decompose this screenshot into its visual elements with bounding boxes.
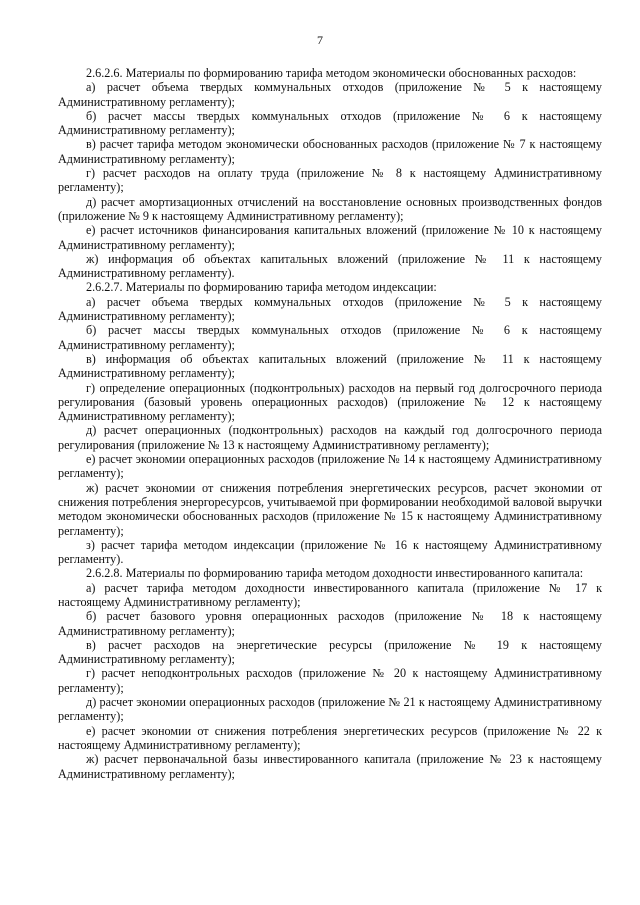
list-item: г) определение операционных (подконтрольных) расходов на первый год долгосрочного периода регулирования (базовый уровень операционных расходов) (приложение № 12 к настоящему Административному регламенту);: [58, 380, 602, 424]
document-body: [58, 66, 602, 781]
list-item: е) расчет экономии от снижения потребления энергетических ресурсов (приложение № 22 к настоящему Административному регламенту);: [58, 723, 602, 752]
list-item: д) расчет амортизационных отчислений на восстановление основных производственных фондов (приложение № 9 к настоящему Административному регламенту);: [58, 194, 602, 223]
list-item: б) расчет массы твердых коммунальных отходов (приложение № 6 к настоящему Административному регламенту);: [58, 108, 602, 138]
list-item: в) расчет расходов на энергетические ресурсы (приложение № 19 к настоящему Административному регламенту);: [58, 637, 602, 667]
list-item: б) расчет массы твердых коммунальных отходов (приложение № 6 к настоящему Административному регламенту);: [58, 323, 602, 352]
list-item: ж) расчет первоначальной базы инвестированного капитала (приложение № 23 к настоящему Административному регламенту);: [58, 752, 602, 781]
list-item: в) расчет тарифа методом экономически обоснованных расходов (приложение № 7 к настоящему Административному регламенту);: [58, 137, 602, 166]
section-heading-2-6-2-8: 2.6.2.8. Материалы по формированию тарифа методом доходности инвестированного капитала:: [86, 566, 584, 581]
list-item: з) расчет тарифа методом индексации (приложение № 16 к настоящему Административному регламенту).: [58, 537, 602, 567]
list-item: а) расчет объема твердых коммунальных отходов (приложение № 5 к настоящему Административному регламенту);: [58, 294, 602, 324]
list-item: б) расчет базового уровня операционных расходов (приложение № 18 к настоящему Административному регламенту);: [58, 609, 602, 638]
list-item: ж) расчет экономии от снижения потребления энергетических ресурсов, расчет экономии от снижения потребления энергоресурсов, учитываемой при формировании необходимой валовой выручки методом экономически обоснованных расходов (приложение № 15 к настоящему Административному регламенту);: [58, 480, 602, 538]
list-item: е) расчет источников финансирования капитальных вложений (приложение № 10 к настоящему Административному регламенту);: [58, 223, 602, 252]
list-item: е) расчет экономии операционных расходов (приложение № 14 к настоящему Административному регламенту);: [58, 452, 602, 481]
list-item: а) расчет объема твердых коммунальных отходов (приложение № 5 к настоящему Административному регламенту);: [58, 80, 602, 109]
list-item: г) расчет расходов на оплату труда (приложение № 8 к настоящему Административному регламенту);: [58, 166, 602, 195]
list-item: д) расчет экономии операционных расходов (приложение № 21 к настоящему Административному регламенту);: [58, 695, 602, 724]
list-item: г) расчет неподконтрольных расходов (приложение № 20 к настоящему Административному регламенту);: [58, 666, 602, 695]
list-item: ж) информация об объектах капитальных вложений (приложение № 11 к настоящему Административному регламенту).: [58, 251, 602, 281]
list-item: в) информация об объектах капитальных вложений (приложение № 11 к настоящему Административному регламенту);: [58, 351, 602, 381]
list-item: д) расчет операционных (подконтрольных) расходов на каждый год долгосрочного периода регулирования (приложение № 13 к настоящему Административному регламенту);: [58, 423, 602, 452]
list-item: а) расчет тарифа методом доходности инвестированного капитала (приложение № 17 к настоящему Административному регламенту);: [58, 580, 602, 609]
section-heading-2-6-2-6: 2.6.2.6. Материалы по формированию тарифа методом экономически обоснованных расходов:: [86, 66, 577, 80]
section-heading-2-6-2-7: 2.6.2.7. Материалы по формированию тарифа методом индексации:: [86, 280, 437, 295]
page-number: 7: [317, 33, 323, 47]
